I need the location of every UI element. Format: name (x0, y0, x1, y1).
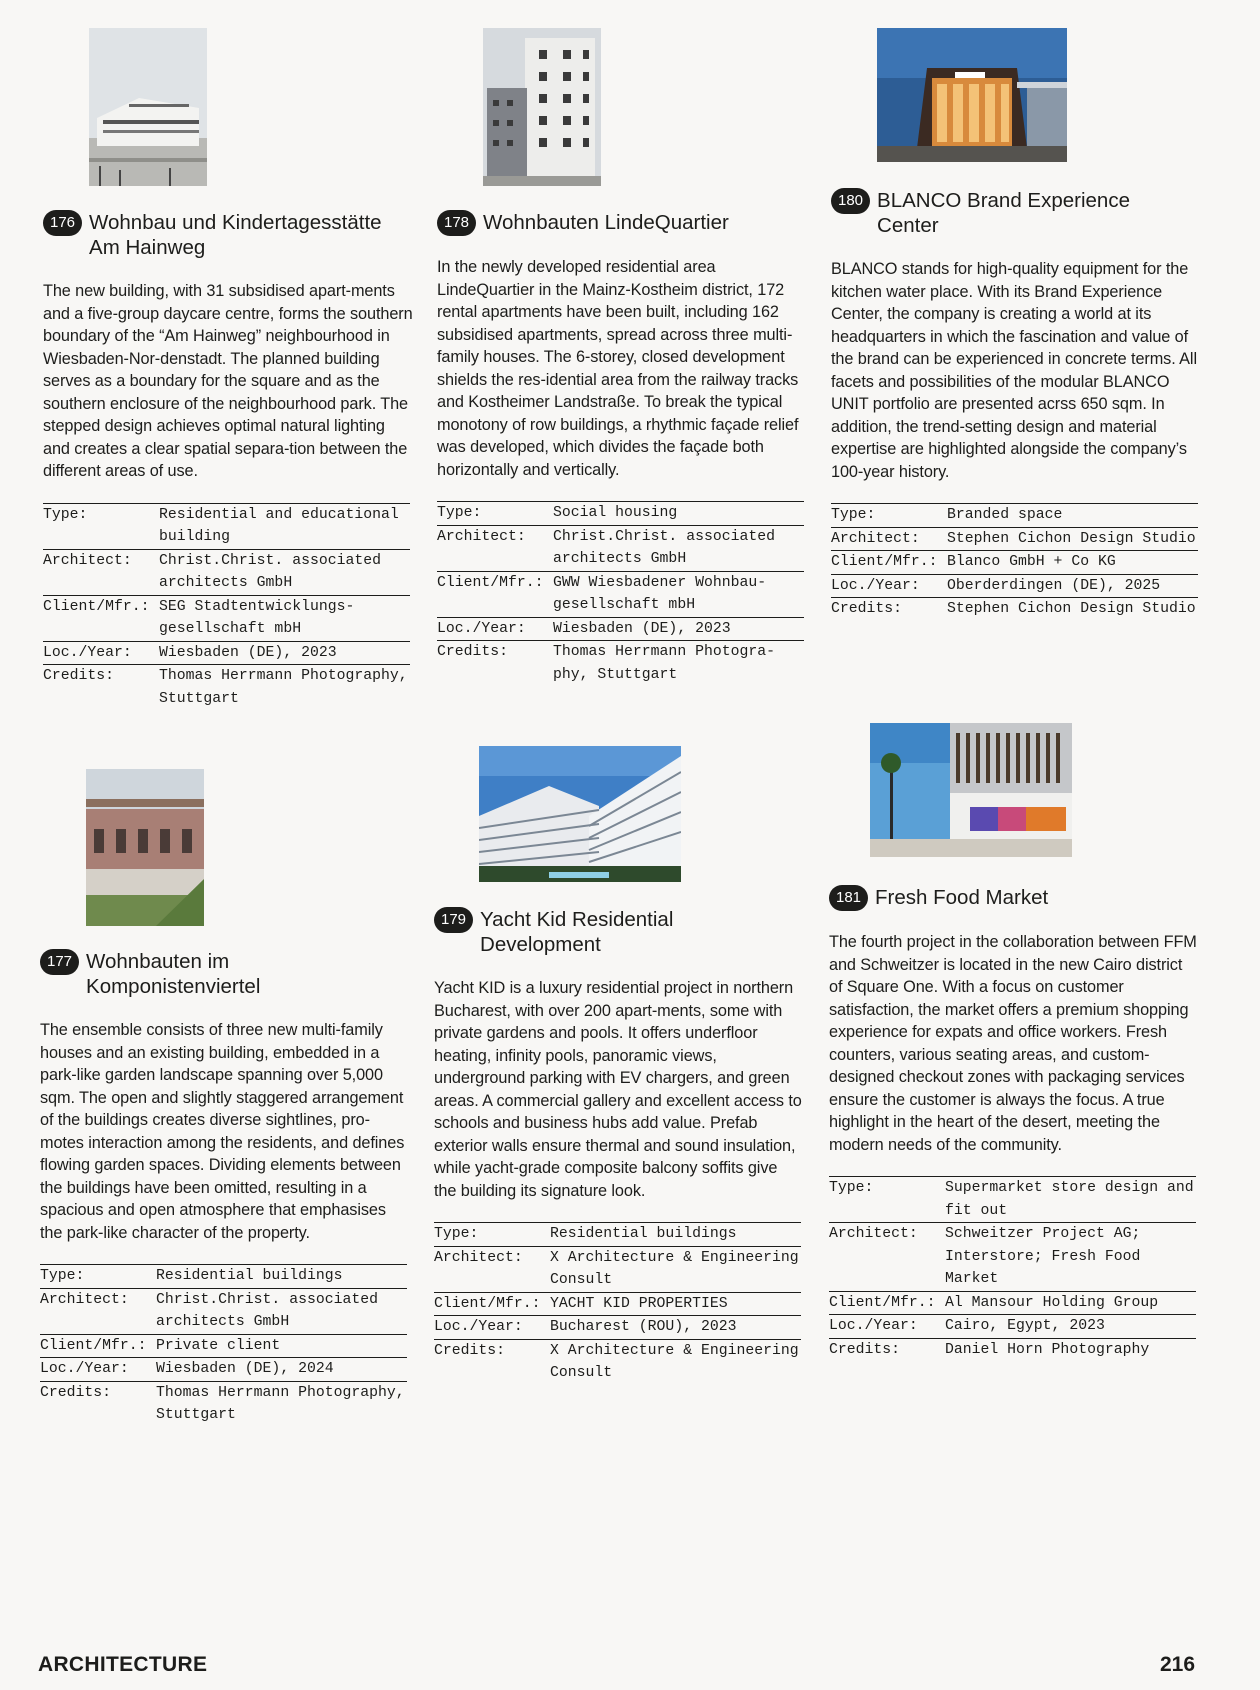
spec-row: Architect: Christ.Christ. associated architects GmbH (43, 549, 410, 595)
photo-178 (483, 28, 601, 186)
project-title-row (437, 210, 807, 236)
project-description: The ensemble consists of three new multi-family houses and an existing building, embedded in a park-like garden landscape spanning over 5,000 sqm. The open and slightly staggered arrangement of the buildings creates diverse sightlines, pro-motes interaction among the residents, and defines flowing garden spaces. Dividing elements between the buildings have been omitted, resulting in a spacious and open atmosphere that emphasises the park-like character of the property. (40, 1021, 405, 1242)
project-title: Yacht Kid Residential Development (480, 908, 674, 956)
spec-row: Type: Residential buildings (434, 1223, 801, 1247)
spec-row: Type: Supermarket store design and fit out (829, 1177, 1196, 1223)
project-specs-table (434, 1222, 801, 1385)
spec-row: Client/Mfr.: GWW Wiesbadener Wohnbau-gesellschaft mbH (437, 571, 804, 617)
spec-row: Loc./Year: Oberderdingen (DE), 2025 (831, 574, 1198, 598)
spec-row: Credits: Thomas Herrmann Photography, Stuttgart (43, 668, 408, 707)
spec-row: Loc./Year: Wiesbaden (DE), 2024 (40, 1358, 407, 1382)
photo-179 (479, 746, 681, 882)
project-title-row (829, 885, 1199, 911)
photo-176 (89, 28, 207, 186)
project-180 (831, 188, 1201, 621)
project-description: In the newly developed residential area LindeQuartier in the Mainz-Kostheim district, 172 rental apartments have been built, including 162 subsidised apartments, spread across three multi-family houses. The 6-storey, closed development shields the res-idential area from the railway tracks and Kostheimer Landstraße. To break the typical monotony of row buildings, a rhythmic façade relief was developed, which divides the façade both horizontally and vertically. (437, 258, 799, 479)
spec-row: Architect: Christ.Christ. associated architects GmbH (437, 525, 804, 571)
project-number-badge: 178 (437, 210, 476, 236)
spec-row: Architect: Schweitzer Project AG; Interstore; Fresh Food Market (829, 1223, 1196, 1292)
spec-row: Loc./Year: Cairo, Egypt, 2023 (829, 1315, 1196, 1339)
project-number-badge: 179 (434, 907, 473, 933)
project-specs-table (40, 1264, 407, 1427)
project-176 (43, 210, 413, 710)
page-number: 216 (1160, 1653, 1196, 1676)
spec-row: Client/Mfr.: Al Mansour Holding Group (829, 1291, 1196, 1315)
spec-row: Type: Social housing (437, 502, 804, 526)
project-number-badge: 176 (43, 210, 82, 236)
spec-row: Client/Mfr.: YACHT KID PROPERTIES (434, 1292, 801, 1316)
spec-row: Credits: Thomas Herrmann Photogra-phy, Stuttgart (437, 644, 775, 683)
photo-177 (86, 769, 204, 926)
project-number-badge: 177 (40, 949, 79, 975)
spec-row: Loc./Year: Wiesbaden (DE), 2023 (437, 617, 804, 641)
project-title-row (831, 188, 1201, 238)
spec-row: Type: Residential and educational building (43, 503, 410, 549)
spec-row: Credits: X Architecture & Engineering Consult (434, 1342, 799, 1381)
photo-181 (870, 723, 1072, 857)
spec-row: Loc./Year: Wiesbaden (DE), 2023 (43, 641, 410, 665)
spec-row: Credits: Thomas Herrmann Photography, Stuttgart (40, 1384, 405, 1423)
project-177 (40, 949, 410, 1427)
project-title: BLANCO Brand Experience Center (877, 189, 1130, 237)
project-description: Yacht KID is a luxury residential project in northern Bucharest, with over 200 apart-ments, some with private gardens and pools. It offers underfloor heating, infinity pools, panoramic views, underground parking with EV chargers, and green areas. A commercial gallery and excellent access to schools and business hubs add value. Prefab exterior walls ensure thermal and sound insulation, while yacht-grade composite balcony soffits give the building its signature look. (434, 979, 802, 1200)
spec-row: Type: Branded space (831, 504, 1198, 528)
project-specs-table (437, 501, 804, 686)
project-description: The fourth project in the collaboration between FFM and Schweitzer is located in the new Cairo district of Square One. With a focus on customer satisfaction, the market offers a premium shopping experience for expats and office workers. Fresh counters, various seating areas, and custom-designed checkout zones with packaging services ensure the customer is always the focus. A true highlight in the heart of the desert, meeting the modern needs of the community. (829, 933, 1197, 1154)
spec-row: Architect: Christ.Christ. associated architects GmbH (40, 1288, 407, 1334)
project-specs-table (43, 503, 410, 711)
project-title: Wohnbau und Kindertagesstätte Am Hainweg (89, 211, 382, 259)
spec-row: Credits: Stephen Cichon Design Studio (831, 601, 1196, 617)
spec-row: Loc./Year: Bucharest (ROU), 2023 (434, 1316, 801, 1340)
photo-180 (877, 28, 1067, 162)
spec-row: Type: Residential buildings (40, 1265, 407, 1289)
project-title: Fresh Food Market (875, 886, 1049, 909)
project-description: The new building, with 31 subsidised apart-ments and a five-group daycare centre, forms the southern boundary of the “Am Hainweg” neighbourhood in Wiesbaden-Nor-denstadt. The planned building serves as a boundary for the square and as the southern enclosure of the neighbourhood park. The stepped design achieves optimal natural lighting and creates a clear spatial separa-tion between the different areas of use. (43, 282, 413, 480)
spec-row: Client/Mfr.: Blanco GmbH + Co KG (831, 551, 1198, 575)
spec-row: Credits: Daniel Horn Photography (829, 1341, 1150, 1358)
project-number-badge: 181 (829, 885, 868, 911)
project-title-row (434, 907, 804, 957)
project-181 (829, 885, 1199, 1361)
project-number-badge: 180 (831, 188, 870, 214)
spec-row: Client/Mfr.: SEG Stadtentwicklungs-gesellschaft mbH (43, 595, 410, 641)
project-description: BLANCO stands for high-quality equipment for the kitchen water place. With its Brand Experience Center, the company is creating a world at its headquarters in which the fascination and value of the brand can be experienced in concrete terms. All facets and possibilities of the modular BLANCO UNIT portfolio are presented acrss 650 sqm. In addition, the trend-setting design and material expertise are highlighted alongside the company’s 100-year history. (831, 260, 1197, 481)
project-specs-table (829, 1176, 1196, 1361)
project-title: Wohnbauten im Komponistenviertel (86, 950, 261, 998)
project-title-row (43, 210, 413, 260)
project-178 (437, 210, 807, 686)
section-label: ARCHITECTURE (38, 1653, 208, 1676)
spec-row: Architect: X Architecture & Engineering Consult (434, 1246, 801, 1292)
spec-row: Architect: Stephen Cichon Design Studio (831, 527, 1198, 551)
spec-row: Client/Mfr.: Private client (40, 1334, 407, 1358)
project-title: Wohnbauten LindeQuartier (483, 211, 729, 234)
project-specs-table (831, 503, 1198, 621)
project-title-row (40, 949, 410, 999)
project-179 (434, 907, 804, 1385)
